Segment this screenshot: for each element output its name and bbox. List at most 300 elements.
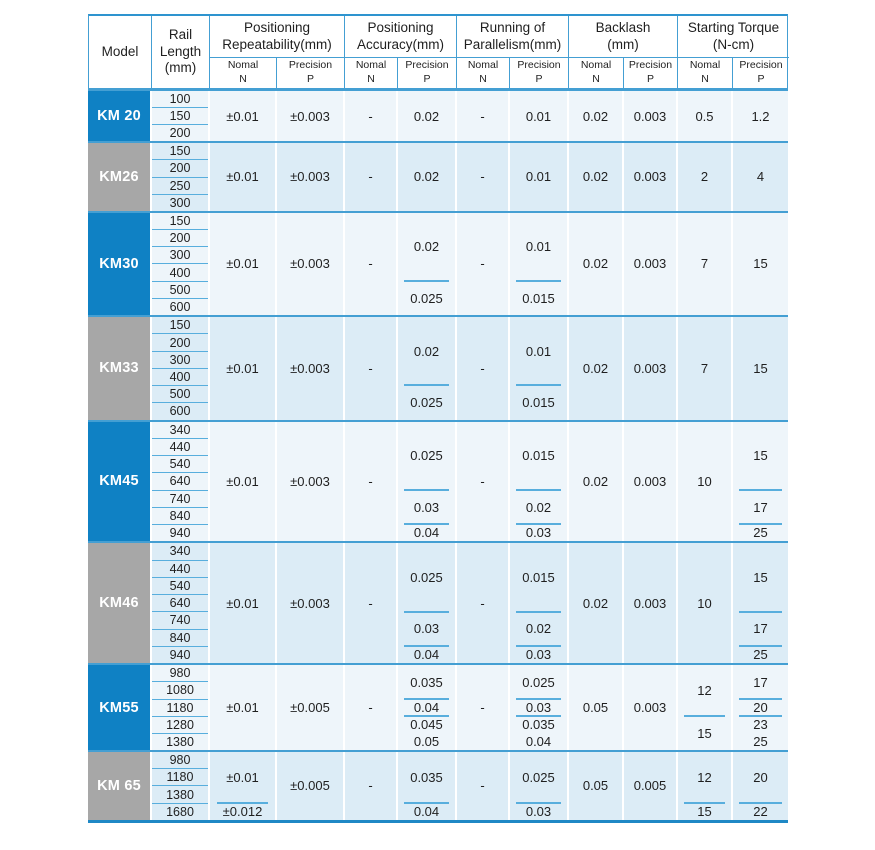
value-segment — [398, 490, 455, 524]
value-segment — [398, 524, 455, 541]
block-km46 — [88, 541, 788, 663]
rail-length-value: 500 — [152, 386, 208, 403]
model-cell: KM 65 — [88, 752, 150, 820]
rail-length-cell — [150, 422, 208, 542]
value-segment — [624, 543, 676, 663]
rail-length-value: 200 — [152, 334, 208, 351]
value-segment — [398, 699, 455, 716]
segment-divider-line — [516, 523, 560, 525]
value-segment — [398, 752, 455, 803]
value-segment — [345, 317, 396, 419]
value-segment — [733, 716, 788, 733]
value-segment — [345, 91, 396, 141]
subheader-precision — [276, 58, 344, 88]
model-cell: KM30 — [88, 213, 150, 315]
rail-length-value: 100 — [152, 91, 208, 108]
torque-p-cell — [731, 543, 788, 663]
repeatability-n-cell — [208, 213, 275, 315]
value-segment — [569, 422, 622, 542]
value: 25 — [753, 647, 768, 663]
value-segment — [510, 524, 567, 541]
value-segment — [345, 143, 396, 211]
value-segment — [210, 803, 275, 820]
value-segment — [457, 317, 508, 419]
value-segment — [510, 143, 567, 211]
value: 0.035 — [410, 674, 443, 690]
rail-length-value: 440 — [152, 439, 208, 456]
value: 0.04 — [413, 525, 440, 541]
value: 20 — [753, 700, 768, 716]
value: 17 — [753, 499, 768, 515]
value: 0.015 — [522, 448, 555, 464]
segment-divider-line — [516, 611, 560, 613]
value: 0.05 — [582, 700, 609, 716]
value: - — [368, 169, 373, 185]
segment-divider-line — [516, 802, 560, 804]
value: 0.02 — [582, 595, 609, 611]
value: 0.04 — [413, 647, 440, 663]
value: ±0.003 — [290, 473, 330, 489]
rail-length-value: 150 — [152, 108, 208, 125]
value-segment — [510, 665, 567, 699]
rail-length-cell — [150, 143, 208, 211]
value: 20 — [753, 770, 768, 785]
segment-divider-line — [404, 698, 448, 700]
value: 12 — [697, 683, 712, 699]
value: 0.01 — [525, 343, 552, 359]
value: ±0.003 — [290, 595, 330, 611]
segment-divider-line — [404, 489, 448, 491]
group-header-starting-torque — [677, 16, 789, 58]
rail-length-value: 540 — [152, 456, 208, 473]
subheader-line: N — [592, 73, 600, 85]
value: - — [480, 108, 485, 124]
value-segment — [398, 716, 455, 733]
value: ±0.01 — [226, 169, 259, 185]
value: 0.05 — [582, 778, 609, 794]
value-segment — [345, 213, 396, 315]
value-segment — [624, 422, 676, 542]
value: - — [368, 108, 373, 124]
value-segment — [277, 422, 343, 542]
subheader-nomal — [677, 58, 732, 88]
repeatability-n-cell — [208, 143, 275, 211]
value: - — [368, 700, 373, 716]
value: 15 — [753, 256, 768, 272]
value: 0.035 — [410, 770, 443, 785]
segment-divider-line — [516, 280, 560, 282]
subheader-line: Precision — [517, 59, 561, 72]
value-segment — [398, 646, 455, 663]
accuracy-n-cell — [343, 143, 396, 211]
accuracy-p-cell — [396, 317, 455, 419]
backlash-p-cell — [622, 752, 676, 820]
value: 0.003 — [633, 169, 667, 185]
value: 15 — [753, 360, 768, 376]
torque-n-cell — [676, 543, 731, 663]
value: 0.03 — [525, 525, 552, 541]
subheader-line: N — [479, 73, 487, 85]
value: ±0.01 — [226, 595, 259, 611]
value: 7 — [700, 256, 709, 272]
rail-length-value: 600 — [169, 404, 191, 419]
value: 0.01 — [525, 239, 552, 255]
rail-length-value: 440 — [152, 561, 208, 578]
repeatability-p-cell — [275, 143, 343, 211]
group-header-line: Positioning — [367, 19, 434, 35]
rail-length-value: 940 — [169, 647, 191, 662]
group-header-line: Parallelism(mm) — [463, 36, 562, 52]
value: 0.02 — [582, 108, 609, 124]
subheader-line: N — [367, 73, 375, 85]
parallelism-n-cell — [455, 543, 508, 663]
value: - — [368, 360, 373, 376]
value-segment — [277, 317, 343, 419]
parallelism-p-cell — [508, 543, 567, 663]
value: 0.04 — [525, 734, 552, 750]
value-segment — [398, 665, 455, 699]
parallelism-p-cell — [508, 213, 567, 315]
subheader-line: N — [701, 73, 709, 85]
value: 15 — [753, 570, 768, 586]
group-header-backlash — [568, 16, 677, 58]
value: 0.02 — [582, 169, 609, 185]
segment-divider-line — [684, 715, 725, 717]
torque-p-cell — [731, 422, 788, 542]
segment-divider-line — [516, 715, 560, 717]
segment-divider-line — [404, 280, 448, 282]
model-column-header — [89, 16, 151, 88]
value-segment — [678, 803, 731, 820]
value: 0.03 — [525, 700, 552, 716]
parallelism-n-cell — [455, 213, 508, 315]
value-segment — [510, 612, 567, 646]
value: - — [480, 256, 485, 272]
rail-length-cell — [150, 317, 208, 419]
value-segment — [733, 699, 788, 716]
value-segment — [457, 143, 508, 211]
value-segment — [733, 803, 788, 820]
parallelism-p-cell — [508, 317, 567, 419]
value-segment — [457, 752, 508, 820]
value-segment — [510, 385, 567, 419]
subheader-line: Precision — [628, 59, 673, 72]
value: 10 — [697, 595, 712, 611]
torque-p-cell — [731, 143, 788, 211]
value-segment — [733, 752, 788, 803]
value-segment — [569, 213, 622, 315]
value: 0.02 — [525, 621, 552, 637]
table-header — [88, 14, 788, 89]
rail-length-column-header — [151, 16, 209, 88]
value-segment — [510, 543, 567, 611]
value: 0.025 — [522, 770, 555, 785]
value-segment — [678, 91, 731, 141]
segment-divider-line — [739, 611, 782, 613]
value: 0.04 — [413, 700, 440, 716]
value: ±0.01 — [226, 770, 259, 785]
value: 0.03 — [413, 499, 440, 515]
rail-length-cell — [150, 752, 208, 820]
value-segment — [733, 317, 788, 419]
torque-p-cell — [731, 752, 788, 820]
backlash-n-cell — [567, 665, 622, 750]
block-km33 — [88, 315, 788, 419]
torque-n-cell — [676, 665, 731, 750]
value-segment — [510, 213, 567, 281]
group-header-line: Backlash — [595, 19, 651, 35]
value: 0.015 — [522, 570, 555, 586]
rail-length-value: 340 — [152, 543, 208, 560]
rail-length-value: 200 — [169, 126, 191, 141]
subheader-precision — [732, 58, 789, 88]
segment-divider-line — [739, 802, 782, 804]
group-header-line: Starting Torque — [687, 19, 780, 35]
group-header-running-parallelism — [456, 16, 568, 58]
value: 0.015 — [522, 290, 555, 306]
backlash-n-cell — [567, 422, 622, 542]
value: 0.003 — [633, 595, 667, 611]
rail-length-value: 150 — [152, 143, 208, 160]
backlash-p-cell — [622, 543, 676, 663]
value: ±0.005 — [290, 700, 330, 716]
value-segment — [678, 422, 731, 542]
segment-divider-line — [404, 384, 448, 386]
value-segment — [398, 317, 455, 385]
value-segment — [733, 143, 788, 211]
subheader-line: Nomal — [355, 59, 387, 72]
parallelism-n-cell — [455, 422, 508, 542]
model-header-label: Model — [101, 43, 139, 59]
value: 2 — [700, 169, 709, 185]
segment-divider-line — [516, 698, 560, 700]
rail-length-value: 400 — [152, 369, 208, 386]
subheader-line: Nomal — [467, 59, 499, 72]
rail-length-value: 150 — [152, 317, 208, 334]
rail-length-value: 600 — [169, 300, 191, 315]
torque-p-cell — [731, 213, 788, 315]
rail-header-line: Length — [159, 43, 202, 59]
rail-length-value: 1180 — [152, 769, 208, 786]
value: 22 — [753, 803, 768, 819]
value-segment — [210, 752, 275, 803]
table-body — [88, 89, 788, 823]
value-segment — [277, 665, 343, 750]
rail-length-value: 200 — [152, 230, 208, 247]
value: 12 — [697, 770, 712, 785]
value: 0.5 — [695, 108, 714, 124]
value: 0.02 — [413, 343, 440, 359]
rail-length-value: 300 — [152, 352, 208, 369]
value: 0.003 — [633, 473, 667, 489]
value-segment — [678, 213, 731, 315]
backlash-p-cell — [622, 665, 676, 750]
value: 0.02 — [582, 256, 609, 272]
value-segment — [510, 733, 567, 750]
repeatability-n-cell — [208, 422, 275, 542]
value-segment — [733, 524, 788, 541]
torque-n-cell — [676, 422, 731, 542]
value-segment — [398, 422, 455, 490]
value: 0.025 — [410, 570, 443, 586]
subheader-line: N — [239, 73, 247, 85]
value-segment — [398, 281, 455, 315]
value: - — [480, 595, 485, 611]
value-segment — [510, 422, 567, 490]
value-segment — [210, 665, 275, 750]
specification-table — [88, 14, 788, 823]
rail-length-value: 1380 — [166, 735, 194, 750]
parallelism-p-cell — [508, 665, 567, 750]
rail-length-value: 540 — [152, 578, 208, 595]
value: - — [480, 169, 485, 185]
subheader-line: P — [306, 73, 314, 85]
value-segment — [510, 716, 567, 733]
value: - — [368, 256, 373, 272]
backlash-n-cell — [567, 91, 622, 141]
repeatability-n-cell — [208, 665, 275, 750]
accuracy-p-cell — [396, 665, 455, 750]
accuracy-n-cell — [343, 543, 396, 663]
repeatability-p-cell — [275, 752, 343, 820]
value-segment — [277, 213, 343, 315]
value: 0.03 — [525, 803, 552, 819]
value-segment — [624, 665, 676, 750]
block-km26 — [88, 141, 788, 211]
subheader-line: Nomal — [580, 59, 612, 72]
value-segment — [398, 143, 455, 211]
subheader-nomal — [209, 58, 276, 88]
rail-length-value: 980 — [152, 665, 208, 682]
rail-length-cell — [150, 213, 208, 315]
value: 0.035 — [522, 717, 555, 733]
backlash-n-cell — [567, 143, 622, 211]
value: 0.025 — [522, 674, 555, 690]
value-segment — [398, 803, 455, 820]
block-km30 — [88, 211, 788, 315]
subheader-nomal — [344, 58, 397, 88]
segment-divider-line — [404, 802, 448, 804]
subheader-precision — [397, 58, 456, 88]
value: ±0.003 — [290, 108, 330, 124]
value: ±0.01 — [226, 256, 259, 272]
value: - — [480, 360, 485, 376]
value: 23 — [753, 717, 768, 733]
value: 0.02 — [413, 239, 440, 255]
value-segment — [457, 91, 508, 141]
value-segment — [624, 91, 676, 141]
rail-length-value: 1180 — [152, 700, 208, 717]
group-header-line: Repeatability(mm) — [222, 36, 332, 52]
group-header-line: Positioning — [243, 19, 311, 35]
value-segment — [569, 665, 622, 750]
rail-header-line: (mm) — [164, 60, 197, 76]
value: 7 — [700, 360, 709, 376]
rail-length-value: 400 — [152, 264, 208, 281]
rail-length-cell — [150, 91, 208, 141]
value: - — [480, 778, 485, 794]
value-segment — [569, 317, 622, 419]
group-header-line: Running of — [479, 19, 546, 35]
value-segment — [510, 91, 567, 141]
value-segment — [398, 543, 455, 611]
value-segment — [345, 752, 396, 820]
value-segment — [398, 91, 455, 141]
value: 15 — [697, 725, 712, 741]
parallelism-n-cell — [455, 317, 508, 419]
value-segment — [457, 213, 508, 315]
accuracy-p-cell — [396, 91, 455, 141]
value: ±0.012 — [222, 803, 263, 819]
accuracy-n-cell — [343, 317, 396, 419]
value-segment — [624, 317, 676, 419]
backlash-p-cell — [622, 317, 676, 419]
block-km55 — [88, 663, 788, 750]
segment-divider-line — [404, 715, 448, 717]
value: 0.005 — [633, 778, 667, 794]
value-segment — [277, 543, 343, 663]
backlash-p-cell — [622, 143, 676, 211]
subheader-line: P — [535, 73, 543, 85]
value-segment — [457, 665, 508, 750]
value: 0.03 — [413, 621, 440, 637]
value: 0.025 — [410, 395, 443, 410]
subheader-line: P — [423, 73, 431, 85]
parallelism-n-cell — [455, 665, 508, 750]
value: 15 — [697, 803, 712, 819]
value-segment — [733, 733, 788, 750]
value-segment — [457, 543, 508, 663]
rail-length-value: 1280 — [152, 717, 208, 734]
accuracy-p-cell — [396, 752, 455, 820]
parallelism-p-cell — [508, 422, 567, 542]
repeatability-n-cell — [208, 752, 275, 820]
backlash-n-cell — [567, 213, 622, 315]
value-segment — [345, 665, 396, 750]
model-cell: KM55 — [88, 665, 150, 750]
value-segment — [624, 143, 676, 211]
value: 0.01 — [525, 108, 552, 124]
repeatability-p-cell — [275, 91, 343, 141]
torque-n-cell — [676, 317, 731, 419]
value: 0.025 — [410, 290, 443, 306]
rail-length-value: 500 — [152, 282, 208, 299]
value-segment — [510, 646, 567, 663]
group-header-line: Accuracy(mm) — [357, 36, 444, 52]
segment-divider-line — [404, 611, 448, 613]
value-segment — [277, 143, 343, 211]
block-km65 — [88, 750, 788, 820]
torque-n-cell — [676, 143, 731, 211]
repeatability-n-cell — [208, 543, 275, 663]
accuracy-p-cell — [396, 213, 455, 315]
segment-divider-line — [404, 645, 448, 647]
accuracy-n-cell — [343, 91, 396, 141]
value-segment — [678, 317, 731, 419]
segment-divider-line — [217, 802, 268, 804]
repeatability-n-cell — [208, 317, 275, 419]
segment-divider-line — [516, 645, 560, 647]
model-cell: KM46 — [88, 543, 150, 663]
value: ±0.003 — [290, 360, 330, 376]
rail-length-value: 150 — [152, 213, 208, 230]
repeatability-p-cell — [275, 422, 343, 542]
value: 4 — [756, 169, 765, 185]
value-segment — [569, 543, 622, 663]
parallelism-n-cell — [455, 143, 508, 211]
value: - — [480, 473, 485, 489]
value-segment — [624, 213, 676, 315]
